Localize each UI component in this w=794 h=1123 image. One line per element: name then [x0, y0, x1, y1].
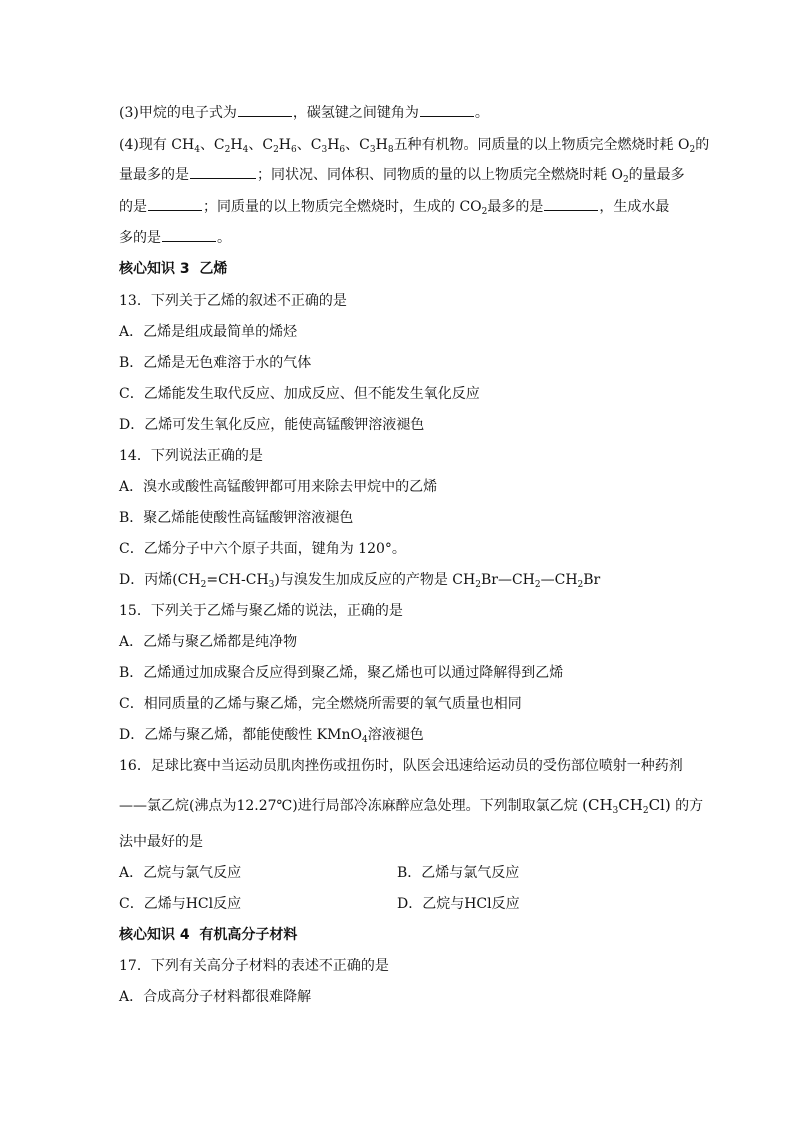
q14-d-text: )与溴发生加成反应的产物是 CH [274, 572, 476, 588]
q14-d-text: Br—CH [480, 572, 535, 588]
q4-text: 的是 [119, 199, 147, 215]
q4-text: H [327, 137, 340, 153]
subscript: 2 [642, 806, 649, 816]
question-15-option-a: A．乙烯与聚乙烯都是纯净物 [119, 634, 298, 650]
subscript: 2 [200, 580, 207, 590]
question-4-line-4 [119, 229, 231, 247]
section-heading-3 [119, 260, 227, 278]
formula-part: Cl) [648, 796, 671, 814]
q4-text: 的 [695, 137, 710, 153]
question-17-option-a: A．合成高分子材料都很难降解 [119, 989, 312, 1005]
q4-text: 、C [248, 137, 274, 153]
q3-text-b: ，碳氢键之间键角为 [292, 105, 419, 121]
subscript: 2 [273, 145, 279, 155]
q4-text: ；同质量的以上物质完全燃烧时，生成的 CO [203, 199, 482, 215]
q15-d-text: D．乙烯与聚乙烯，都能使酸性 KMnO [119, 727, 362, 743]
question-14-option-b: B．聚乙烯能使酸性高锰酸钾溶液褪色 [119, 510, 354, 526]
subscript: 4 [194, 145, 200, 155]
question-13-option-b: B．乙烯是无色难溶于水的气体 [119, 355, 312, 371]
subscript: 2 [534, 580, 541, 590]
q4-text: (4)现有 CH [119, 137, 195, 153]
question-13-stem: 13．下列关于乙烯的叙述不正确的是 [119, 293, 347, 309]
subscript: 2 [577, 580, 584, 590]
subscript: 4 [361, 735, 368, 745]
q14-d-text: =CH-CH [206, 572, 269, 588]
section-title: 有机高分子材料 [199, 927, 298, 943]
question-16-line-2 [119, 796, 703, 815]
q4-text: 、C [296, 137, 322, 153]
subscript: 3 [612, 806, 619, 816]
subscript: 3 [369, 145, 376, 155]
q14-d-text: Br [583, 572, 601, 588]
question-16-option-b: B．乙烯与氯气反应 [397, 865, 520, 881]
answer-blank [148, 198, 202, 211]
q3-text-c: 。 [474, 105, 489, 121]
chloroethane-formula [582, 796, 671, 814]
question-15-stem: 15．下列关于乙烯与聚乙烯的说法，正确的是 [119, 603, 403, 619]
question-14-option-d [119, 571, 600, 589]
section-heading-4 [119, 926, 297, 944]
q4-text: 。 [217, 230, 231, 246]
q3-text-a: (3)甲烷的电子式为 [119, 105, 237, 121]
q16-text: ——氯乙烷(沸点为12.27℃)进行局部冷冻麻醉应急处理。下列制取氯乙烷 [119, 798, 578, 814]
q4-text: 最多的是 [487, 199, 544, 215]
subscript: 6 [339, 145, 346, 155]
question-14-option-a: A．溴水或酸性高锰酸钾都可用来除去甲烷中的乙烯 [119, 479, 438, 495]
q4-text: 五种有机物。同质量的以上物质完全燃烧时耗 O [393, 137, 690, 153]
section-title: 乙烯 [199, 261, 228, 277]
subscript: 4 [242, 145, 249, 155]
question-15-option-c: C．相同质量的乙烯与聚乙烯，完全燃烧所需要的氧气质量也相同 [119, 696, 522, 712]
subscript: 2 [481, 207, 488, 217]
q4-text: 、C [345, 137, 370, 153]
subscript: 8 [387, 145, 394, 155]
q4-text: H [230, 137, 243, 153]
answer-blank [238, 104, 292, 117]
answer-blank [420, 104, 474, 117]
q4-text: ，生成水最 [599, 199, 670, 215]
answer-blank [190, 166, 256, 179]
question-13-option-c: C．乙烯能发生取代反应、加成反应、但不能发生氧化反应 [119, 386, 480, 402]
q4-text: 的量最多 [628, 167, 685, 183]
question-13-option-a: A．乙烯是组成最简单的烯烃 [119, 324, 298, 340]
question-17-stem: 17．下列有关高分子材料的表述不正确的是 [119, 958, 389, 974]
subscript: 3 [321, 145, 328, 155]
question-15-option-b: B．乙烯通过加成聚合反应得到聚乙烯，聚乙烯也可以通过降解得到乙烯 [119, 665, 564, 681]
question-13-option-d: D．乙烯可发生氧化反应，能使高锰酸钾溶液褪色 [119, 417, 425, 433]
subscript: 2 [689, 145, 696, 155]
question-4-line-1 [119, 136, 709, 154]
q4-text: 量最多的是 [119, 167, 189, 183]
subscript: 6 [291, 145, 297, 155]
q4-text: H [375, 137, 388, 153]
q15-d-text: 溶液褪色 [367, 727, 424, 743]
formula-part: (CH [582, 796, 613, 814]
question-14-stem: 14．下列说法正确的是 [119, 448, 263, 464]
subscript: 2 [475, 580, 481, 590]
section-label: 核心知识 4 [119, 927, 190, 943]
question-15-option-d [119, 726, 424, 744]
q4-text: H [278, 137, 292, 153]
question-16-option-a: A．乙烷与氯气反应 [119, 865, 242, 881]
answer-blank [544, 198, 598, 211]
q14-d-text: D．丙烯(CH [119, 572, 201, 588]
section-label: 核心知识 3 [119, 261, 190, 277]
question-16-option-d: D．乙烷与HCl反应 [397, 896, 520, 912]
formula-part: CH [618, 796, 643, 814]
question-16-line-1: 16．足球比赛中当运动员肌肉挫伤或扭伤时，队医会迅速给运动员的受伤部位喷射一种药剂 [119, 758, 683, 774]
subscript: 2 [622, 175, 629, 185]
answer-blank [162, 229, 216, 242]
question-4-line-3 [119, 198, 669, 216]
subscript: 3 [268, 580, 275, 590]
question-16-option-c: C．乙烯与HCl反应 [119, 896, 242, 912]
q4-text: 、C [199, 137, 225, 153]
question-14-option-c: C．乙烯分子中六个原子共面，键角为 120°。 [119, 541, 406, 557]
question-3-line [119, 104, 489, 122]
q4-text: ；同状况、同体积、同物质的量的以上物质完全燃烧时耗 O [257, 167, 623, 183]
q14-d-text: —CH [540, 572, 578, 588]
question-4-line-2 [119, 166, 685, 184]
q16-text: 的方 [675, 798, 704, 814]
question-16-line-3: 法中最好的是 [119, 834, 203, 850]
subscript: 2 [224, 145, 231, 155]
q4-text: 多的是 [119, 230, 161, 246]
